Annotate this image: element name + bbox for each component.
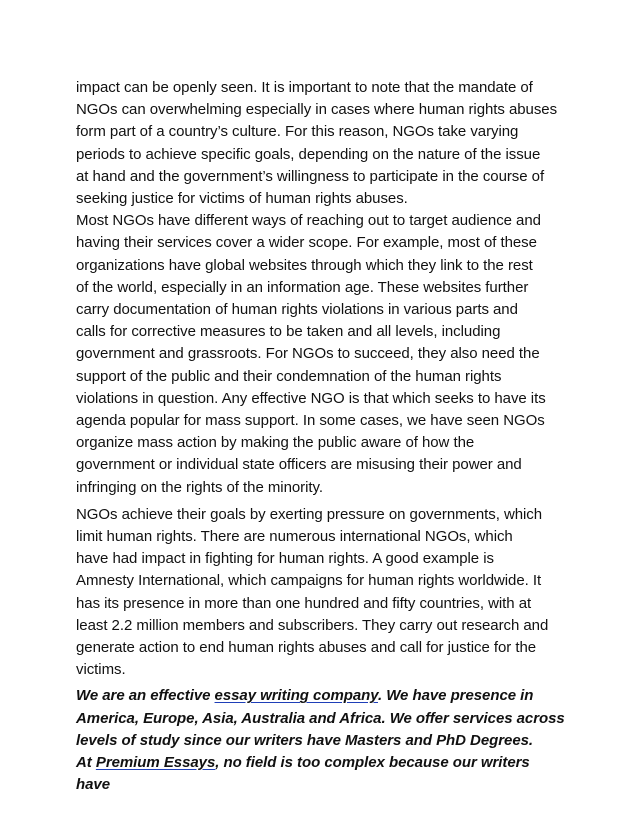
promo-text: . We have presence in America, Europe, Asia, Australia and Africa. We offer services across levels of study since our writers have Masters and PhD Degrees.	[76, 687, 565, 749]
paragraph-mandate: impact can be openly seen. It is important to note that the mandate of NGOs can overwhelming especially in cases where human rights abuses form part of a country’s culture. For this reason, NGOs take varying periods to achieve specific goals, depending on the nature of the issue at hand and the government’s willingness to participate in the course of seeking justice for victims of human rights abuses.	[76, 79, 558, 208]
essay-writing-company-link[interactable]: essay writing company	[214, 687, 378, 705]
paragraph-pressure: NGOs achieve their goals by exerting pressure on governments, which limit human rights. There are numerous international NGOs, which have had impact in fighting for human rights. A good example is Amnesty International, which campaigns for human rights worldwide. It has its presence in more than one hundred and fifty countries, with at least 2.2 million members and subscribers. They carry out research and generate action to end human rights abuses and call for justice for the victims.	[76, 505, 549, 679]
paragraph-outreach: Most NGOs have different ways of reaching out to target audience and having their services cover a wider scope. For example, most of these organizations have global websites through which they link to the rest of the world, especially in an information age. These websites further carry documentation of human rights violations in various parts and calls for corrective measures to be taken and all levels, including government and grassroots. For NGOs to succeed, they also need the support of the public and their condemnation of the human rights violations in question. Any effective NGO is that which seeks to have its agenda popular for mass support. In some cases, we have seen NGOs organize mass action by making the public aware of how the government or individual state officers are misusing their power and infringing on the rights of the minority.	[76, 212, 546, 496]
promo-block	[76, 685, 566, 796]
premium-essays-link[interactable]: Premium Essays	[95, 754, 216, 772]
promo-text: At	[76, 754, 96, 772]
promo-text: , no field is too complex because our writers have	[76, 754, 530, 794]
document-page	[76, 77, 566, 797]
promo-text: We are an effective	[76, 687, 215, 705]
